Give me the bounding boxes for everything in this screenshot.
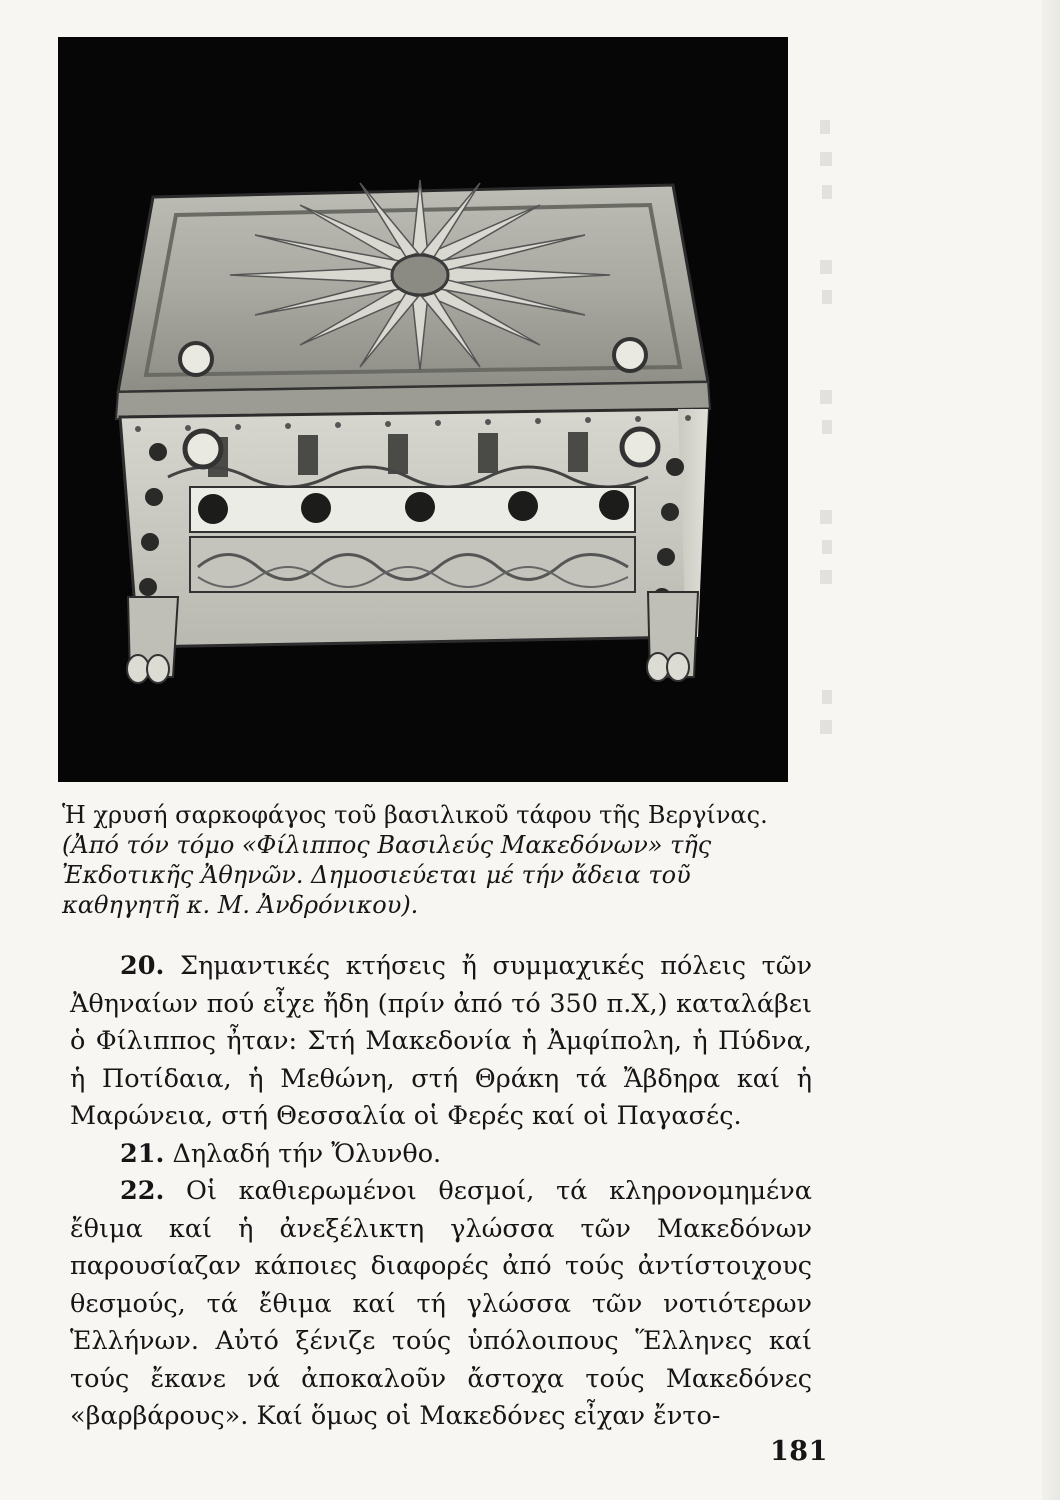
golden-larnax-icon: [58, 37, 788, 782]
note-20: [70, 948, 812, 1136]
page-edge: [1042, 0, 1060, 1500]
bleed-through-text: [800, 90, 1040, 1290]
note-text: Δηλαδή τήν Ὄλυνθο.: [172, 1138, 442, 1169]
note-text: Σημαντικές κτήσεις ἤ συμμαχικές πόλεις τῶν Ἀθηναίων πού εἶχε ἤδη (πρίν ἀπό τό 350 π.Χ,) καταλάβει ὁ Φίλιππος ἦταν: Στή Μακεδονία ἡ Ἀμφίπολη, ἡ Πύδνα, ἡ Ποτίδαια, ἡ Μεθώνη, στή Θράκη τά Ἄβδηρα καί ἡ Μαρώνεια, στή Θεσσαλία οἱ Φερές καί οἱ Παγασές.: [70, 951, 813, 1131]
sarcophagus-photo: [58, 37, 788, 782]
caption-title: Ἡ χρυσή σαρκοφάγος τοῦ βασιλικοῦ τάφου τῆς Βεργίνας.: [62, 801, 768, 829]
endnotes: [70, 948, 812, 1436]
note-number: 22.: [120, 1176, 165, 1206]
figure-caption: [62, 800, 812, 920]
note-text: Οἱ καθιερωμένοι θεσμοί, τά κληρονομημένα ἔθιμα καί ἡ ἀνεξέλικτη γλώσσα τῶν Μακεδόνων παρουσίαζαν κάποιες διαφορές ἀπό τούς ἀντίστοιχους θεσμούς, τά ἔθιμα καί τή γλώσσα τῶν νοτιότερων Ἑλλήνων. Αὐτό ξένιζε τούς ὑπόλοιπους Ἕλληνες καί τούς ἔκανε νά ἀποκαλοῦν ἄστοχα τούς Μακεδόνες «βαρβάρους». Καί ὅμως οἱ Μακεδόνες εἶχαν ἔντο-: [70, 1176, 812, 1431]
note-number: 21.: [120, 1138, 165, 1169]
note-22: [70, 1173, 812, 1436]
note-21: [70, 1136, 812, 1174]
caption-credit: (Ἀπό τόν τόμο «Φίλιππος Βασιλεύς Μακεδόνων» τῆς Ἐκδοτικῆς Ἀθηνῶν. Δημοσιεύεται μέ τήν ἄδεια τοῦ καθηγητῆ κ. Μ. Ἀνδρόνικου).: [62, 831, 712, 919]
note-number: 20.: [120, 951, 165, 981]
page-number: 181: [770, 1436, 828, 1467]
